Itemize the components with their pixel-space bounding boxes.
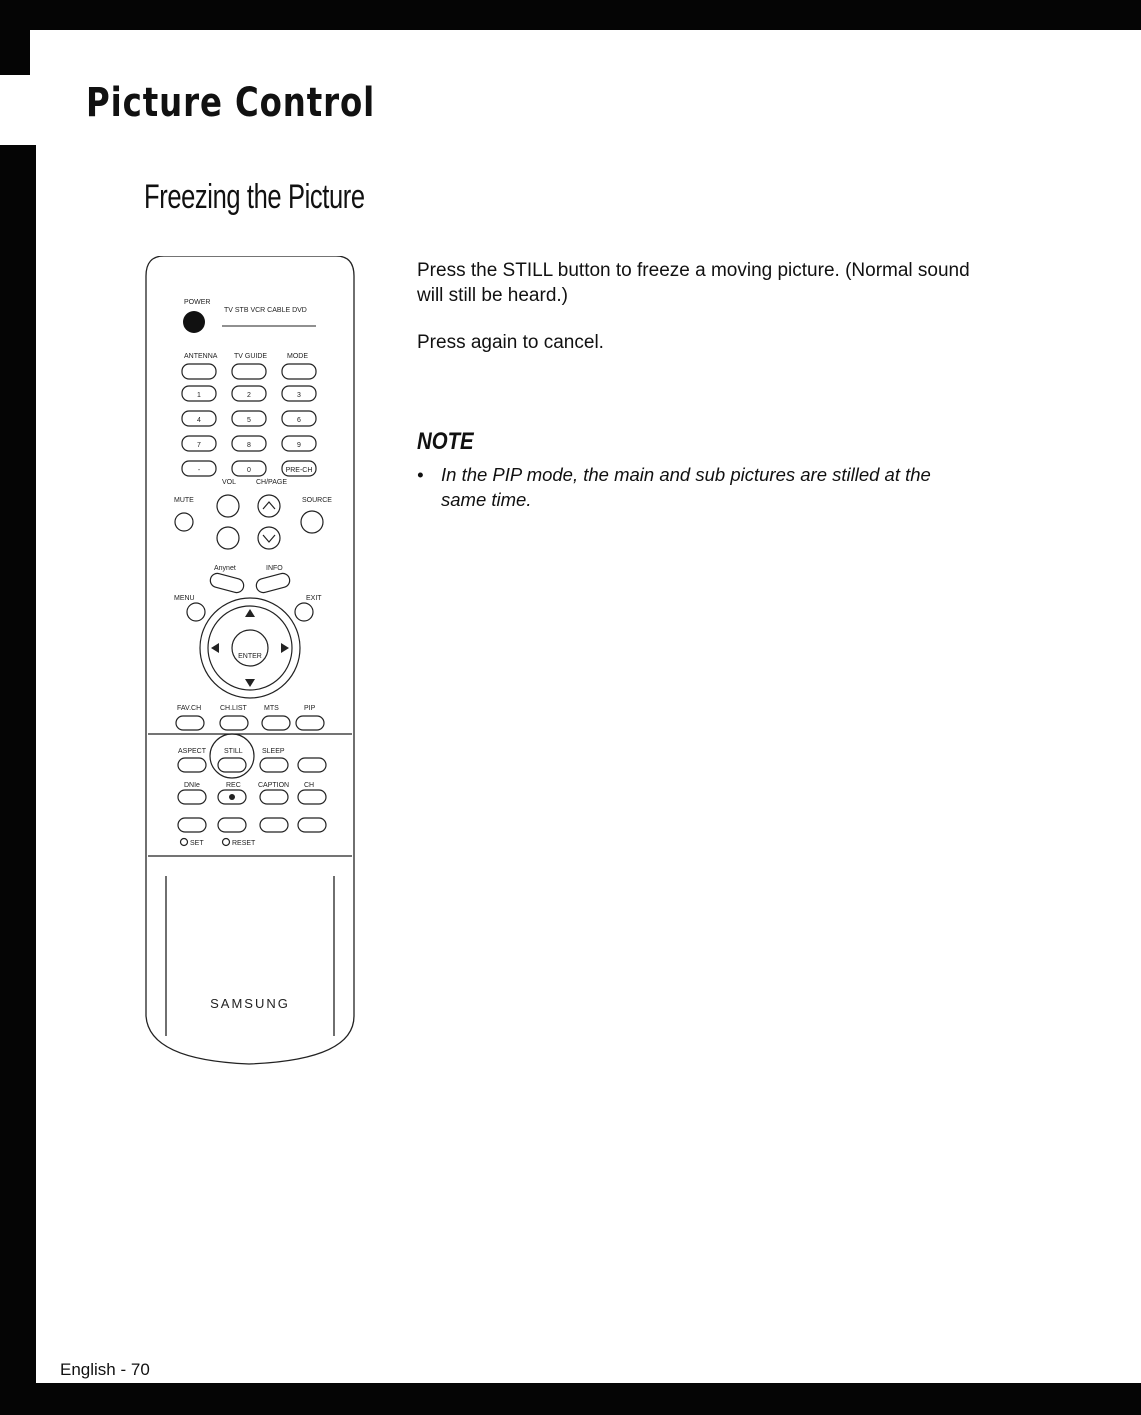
caption-button[interactable] — [260, 790, 288, 804]
pip-label: PIP — [304, 705, 316, 712]
sleep-label: SLEEP — [262, 748, 285, 755]
source-label: SOURCE — [302, 497, 332, 504]
section-title: Freezing the Picture — [144, 178, 365, 216]
vol-up-button[interactable] — [217, 495, 239, 517]
record-dot-icon — [229, 794, 235, 800]
ch-label: CH — [304, 782, 315, 789]
digit-label: 6 — [297, 417, 301, 424]
digit-label: 9 — [297, 442, 301, 449]
bullet-icon: • — [417, 464, 424, 485]
instruction-paragraph-still: Press the STILL button to freeze a moving picture. (Normal sound will still be heard.) — [417, 260, 970, 306]
ch-down-small-button[interactable] — [298, 790, 326, 804]
fav-ch-button[interactable] — [176, 716, 204, 730]
note-heading: NOTE — [417, 428, 474, 455]
info-button[interactable] — [255, 572, 291, 594]
stop-button[interactable] — [218, 818, 246, 832]
left-edge-tab — [0, 0, 30, 75]
fast-forward-button[interactable] — [298, 818, 326, 832]
page-footer: English - 70 — [60, 1360, 150, 1379]
menu-label: MENU — [174, 595, 195, 602]
set-indicator-icon — [181, 839, 188, 846]
tv-guide-label: TV GUIDE — [234, 353, 268, 360]
digit-label: 4 — [197, 417, 201, 424]
mode-button[interactable] — [282, 364, 316, 379]
left-edge-bar — [0, 145, 36, 1383]
ch-list-button[interactable] — [220, 716, 248, 730]
still-button[interactable] — [218, 758, 246, 772]
vol-down-button[interactable] — [217, 527, 239, 549]
ch-page-label: CH/PAGE — [256, 479, 287, 486]
source-button[interactable] — [301, 511, 323, 533]
note-item — [417, 462, 977, 512]
top-border-bar — [0, 0, 1141, 30]
power-label: POWER — [184, 299, 211, 306]
digit-label: 0 — [247, 467, 251, 474]
mts-label: MTS — [264, 705, 279, 712]
aspect-button[interactable] — [178, 758, 206, 772]
digit-label: 3 — [297, 392, 301, 399]
exit-button[interactable] — [295, 603, 313, 621]
sleep-button[interactable] — [260, 758, 288, 772]
caption-label: CAPTION — [258, 782, 290, 789]
remote-body — [146, 256, 354, 1064]
dnie-button[interactable] — [178, 790, 206, 804]
aspect-label: ASPECT — [178, 748, 207, 755]
antenna-button[interactable] — [182, 364, 216, 379]
ch-up-button[interactable] — [258, 495, 280, 517]
rewind-button[interactable] — [178, 818, 206, 832]
bottom-border-bar — [0, 1383, 1141, 1415]
ch-up-small-button[interactable] — [298, 758, 326, 772]
mute-button[interactable] — [175, 513, 193, 531]
enter-label: ENTER — [238, 653, 262, 660]
digit-label: PRE-CH — [285, 467, 313, 474]
remote-control-illustration — [144, 256, 359, 1068]
digit-label: 2 — [247, 392, 251, 399]
fav-ch-label: FAV.CH — [177, 705, 202, 712]
brand-logo: SAMSUNG — [210, 996, 290, 1011]
vol-label: VOL — [222, 479, 237, 486]
ch-list-label: CH.LIST — [220, 705, 247, 712]
menu-button[interactable] — [187, 603, 205, 621]
mts-button[interactable] — [262, 716, 290, 730]
still-label: STILL — [224, 748, 243, 755]
ch-down-button[interactable] — [258, 527, 280, 549]
digit-label: 1 — [197, 392, 201, 399]
reset-label: RESET — [232, 840, 256, 847]
anynet-button[interactable] — [209, 572, 245, 594]
mode-label: MODE — [287, 353, 308, 360]
exit-label: EXIT — [306, 595, 322, 602]
direction-arrow-icons — [211, 609, 289, 687]
digit-label: 7 — [197, 442, 201, 449]
pip-button[interactable] — [296, 716, 324, 730]
tv-guide-button[interactable] — [232, 364, 266, 379]
play-pause-button[interactable] — [260, 818, 288, 832]
instruction-paragraph-cancel: Press again to cancel. — [417, 332, 604, 353]
anynet-label: Anynet — [214, 565, 236, 572]
mute-label: MUTE — [174, 497, 194, 504]
note-item-text: In the PIP mode, the main and sub pictures are stilled at the same time. — [441, 464, 931, 510]
reset-indicator-icon — [223, 839, 230, 846]
digit-label: 8 — [247, 442, 251, 449]
antenna-label: ANTENNA — [184, 353, 218, 360]
digit-label: - — [197, 467, 201, 474]
digit-label: 5 — [247, 417, 251, 424]
info-label: INFO — [266, 565, 283, 572]
power-button[interactable] — [183, 311, 205, 333]
set-label: SET — [190, 840, 204, 847]
page-title: Picture Control — [86, 80, 376, 126]
rec-label: REC — [226, 782, 241, 789]
mode-indicator-label: TV STB VCR CABLE DVD — [224, 307, 307, 314]
enter-button[interactable] — [232, 630, 268, 666]
dnie-label: DNIe — [184, 782, 200, 789]
